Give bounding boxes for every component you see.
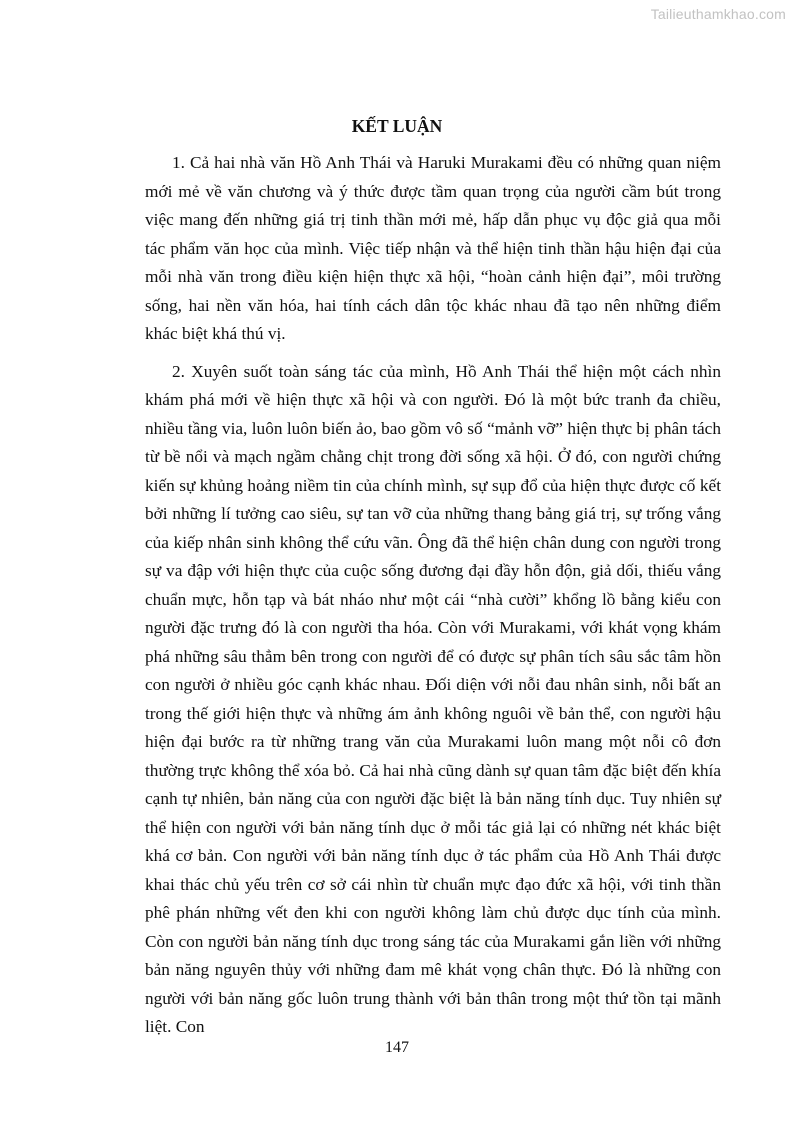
document-body [145,149,721,1042]
paragraph-1: 1. Cả hai nhà văn Hồ Anh Thái và Haruki Murakami đều có những quan niệm mới mẻ về văn chương và ý thức được tầm quan trọng của người cầm bút trong việc mang đến những giá trị tinh thần mới mẻ, hấp dẫn phục vụ độc giả qua mỗi tác phẩm văn học của mình. Việc tiếp nhận và thể hiện tinh thần hậu hiện đại của mỗi nhà văn trong điều kiện hiện thực xã hội, “hoàn cảnh hiện đại”, môi trường sống, hai nền văn hóa, hai tính cách dân tộc khác nhau đã tạo nên những điểm khác biệt khá thú vị. [145,153,721,343]
page-number: 147 [385,1039,409,1056]
watermark: Tailieuthamkhao.com [650,6,786,22]
page-title: KẾT LUẬN [351,116,443,136]
paragraph-2: 2. Xuyên suốt toàn sáng tác của mình, Hồ Anh Thái thể hiện một cách nhìn khám phá mới về hiện thực xã hội và con người. Đó là một bức tranh đa chiều, nhiều tầng via, luôn luôn biến ảo, bao gồm vô số “mảnh vỡ” hiện thực bị phân tách từ bề nổi và mạch ngầm chằng chịt trong đời sống xã hội. Ở đó, con người chứng kiến sự khủng hoảng niềm tin của chính mình, sự sụp đổ của hiện thực được cố kết bởi những lí tưởng cao siêu, sự tan vỡ của những thang bảng giá trị, sự trống vắng của kiếp nhân sinh không thể cứu vãn. Ông đã thể hiện chân dung con người trong sự va đập với hiện thực của cuộc sống đương đại đầy hỗn độn, giả dối, thiếu vắng chuẩn mực, hỗn tạp và bát nháo như một cái “nhà cười” khổng lồ bằng kiểu con người đặc trưng đó là con người tha hóa. Còn với Murakami, với khát vọng khám phá những sâu thẳm bên trong con người để có được sự phân tích sâu sắc tâm hồn con người ở nhiều góc cạnh khác nhau. Đối diện với nỗi đau nhân sinh, nỗi bất an trong thế giới hiện thực và những ám ảnh không nguôi về bản thể, con người hậu hiện đại bước ra từ những trang văn của Murakami luôn mang một nỗi cô đơn thường trực không thể xóa bỏ. Cả hai nhà cũng dành sự quan tâm đặc biệt đến khía cạnh tự nhiên, bản năng của con người đặc biệt là bản năng tính dục. Tuy nhiên sự thể hiện con người với bản năng tính dục ở mỗi tác giả lại có những nét khác biệt khá cơ bản. Con người với bản năng tính dục ở tác phẩm của Hồ Anh Thái được khai thác chủ yếu trên cơ sở cái nhìn từ chuẩn mực đạo đức xã hội, với tinh thần phê phán những vết đen khi con người không làm chủ được dục tính của mình. Còn con người bản năng tính dục trong sáng tác của Murakami gắn liền với những bản năng nguyên thủy với những đam mê khát vọng chân thực. Đó là những con người với bản năng gốc luôn trung thành với bản thân trong một thứ tồn tại mãnh liệt. Con [145,361,721,1036]
